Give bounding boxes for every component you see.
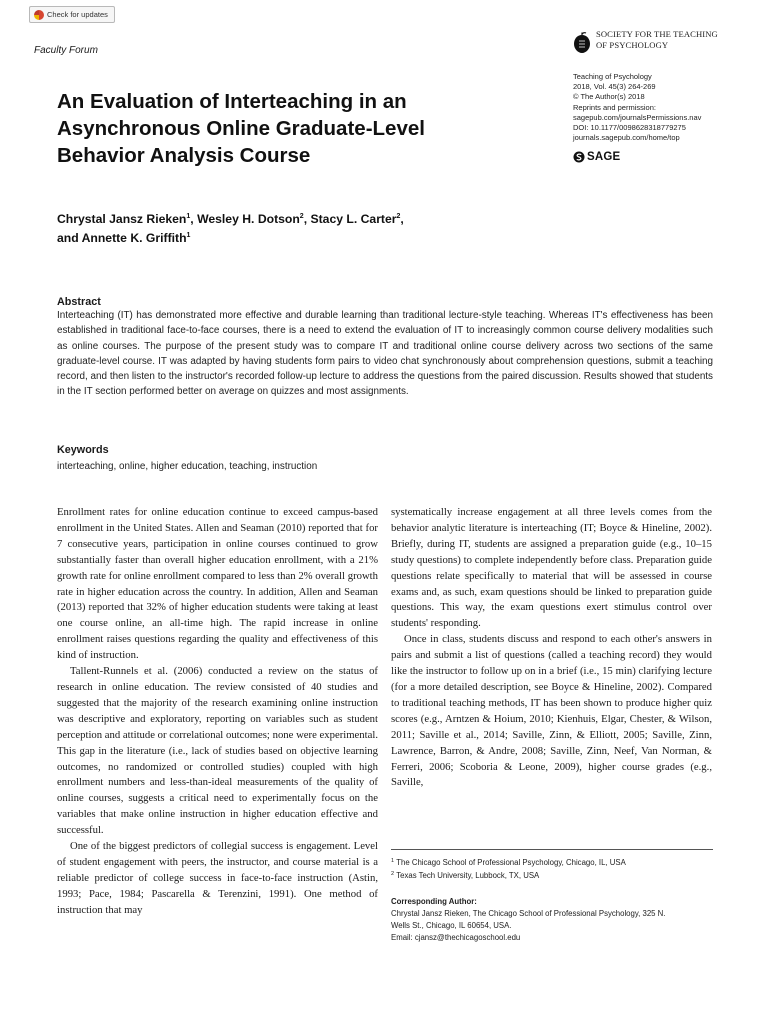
author-separator: , [303, 212, 311, 226]
title-line: Asynchronous Online Graduate-Level [57, 117, 425, 140]
corresponding-author [391, 896, 721, 944]
society-emblem-icon [573, 32, 591, 54]
corresponding-author-email[interactable]: Email: cjansz@thechicagoschool.edu [391, 932, 521, 942]
author-affiliation-mark: 2 [396, 213, 401, 220]
corresponding-author-heading: Corresponding Author: [391, 897, 477, 906]
body-paragraph: Enrollment rates for online education continue to exceed campus-based enrollment in the United States. Allen and Seaman (2010) reported that for 7 consecutive years, participation in online courses continued to grow substantially faster than overall higher education enrollment, with a 21% growth rate for online enrollment compared to less than 2% overall growth rate in higher education across the country. In addition, Allen and Seaman (2013) reported that 32% of higher education students were taking at least one course online, an all-time high. The rapid increase in online enrollment raises questions regarding the quality and effectiveness of this kind of instruction. [57, 506, 378, 662]
footnote-mark: 2 [391, 871, 395, 877]
abstract-text: Interteaching (IT) has demonstrated more effective and durable learning than traditional lecture-style teaching. Whereas IT's effectiveness has been established in traditional face-to-face courses, there is a need to extend the evaluation of IT to increasingly common course delivery modalities such as online courses. The purpose of the present study was to compare IT and traditional online course delivery across two sections of the same graduate-level course. IT was adapted by having students form pairs to video chat synchronously about comprehension questions, submit a teaching record, and then listen to the instructor's recorded follow-up lecture to address the questions from the paired discussion. Results showed that students in the IT section performed better on average on quizzes and most assignments. [57, 310, 713, 398]
section-label: Faculty Forum [34, 45, 98, 56]
author-list [57, 210, 527, 248]
author-name: Chrystal Jansz Rieken [57, 212, 187, 226]
keywords-text: interteaching, online, higher education, teaching, instruction [57, 461, 318, 472]
footnote-text: Texas Tech University, Lubbock, TX, USA [396, 871, 540, 880]
article-title [57, 88, 527, 169]
footnote-divider [391, 849, 713, 850]
check-for-updates-label: Check for updates [47, 10, 108, 19]
copyright-line: © The Author(s) 2018 [573, 92, 645, 102]
author-affiliation-mark: 1 [186, 232, 191, 239]
sage-mark-icon [573, 151, 585, 163]
journal-volume: 2018, Vol. 45(3) 264-269 [573, 82, 656, 92]
body-paragraph: systematically increase engagement at all three levels comes from the behavior analytic literature is interteaching (IT; Boyce & Hineline, 2002). Briefly, during IT, students are assigned a preparation guide (e.g., 10–15 study questions) to complete independently before class. Preparation guide questions relate specifically to material that will be assessed in course exams and, as such, exam questions should be linked to preparation guide questions. This way, the exam questions exert stimulus control over students' responding. [391, 506, 712, 630]
title-line: Behavior Analysis Course [57, 144, 311, 167]
body-paragraph: Tallent-Runnels et al. (2006) conducted a review on the status of research in online education. The review consisted of 40 studies and suggested that the majority of the research examining online instruction was descriptive and exploratory, reporting on variables such as student perception and attitude or correlational outcomes; none were experimental. This gap in the literature (i.e., lack of studies based on objective learning outcomes, no randomized or controlled studies) coupled with high enrollment numbers and less-than-ideal measurements of the quality of online courses, suggests a critical need to experimentally focus on the variables that make online instruction in higher education effective and successful. [57, 665, 378, 837]
author-affiliation-mark: 2 [299, 213, 304, 220]
journal-info [573, 72, 701, 143]
title-line: An Evaluation of Interteaching in an [57, 90, 407, 113]
society-logo [573, 29, 723, 63]
journal-home-link[interactable]: journals.sagepub.com/home/top [573, 133, 680, 143]
body-paragraph: Once in class, students discuss and respond to each other's answers in pairs and submit a list of questions (called a teaching record) they would like the instructor to follow up on in a brief (i.e., 15 min) clarifying lecture (for a more detailed description, see Boyce & Hineline, 2002). Compared to traditional teaching methods, IT has been shown to produce higher quiz scores (e.g., Arntzen & Hoium, 2010; Kienhuis, Elgar, Chester, & Wilson, 2011; Saville et al., 2014; Saville, Zinn, & Elliott, 2005; Saville, Zinn, Lawrence, Barron, & Andre, 2008; Saville, Zinn, Neef, Van Norman, & Ferreri, 2006; Scoboria & Leone, 2009), higher course grades (e.g., Saville, [391, 633, 712, 789]
author-name: Stacy L. Carter [310, 212, 397, 226]
abstract-heading: Abstract [57, 296, 101, 308]
corresponding-author-line: Wells St., Chicago, IL 60654, USA. [391, 920, 512, 930]
author-affiliation-mark: 1 [186, 213, 191, 220]
author-separator: , [190, 212, 198, 226]
footnote [391, 856, 713, 869]
body-column-right [391, 505, 712, 791]
doi-link[interactable]: DOI: 10.1177/0098628318779275 [573, 123, 686, 133]
reprints-label: Reprints and permission: [573, 102, 656, 112]
publisher-name: SAGE [587, 151, 621, 163]
journal-name: Teaching of Psychology [573, 72, 652, 81]
society-name-line-2: OF PSYCHOLOGY [596, 40, 669, 50]
keywords-heading: Keywords [57, 444, 109, 456]
permissions-link[interactable]: sagepub.com/journalsPermissions.nav [573, 112, 702, 122]
footnote-text: The Chicago School of Professional Psychology, Chicago, IL, USA [396, 858, 626, 867]
check-for-updates-button[interactable] [29, 6, 115, 23]
footnote-mark: 1 [391, 858, 395, 864]
publisher-logo [573, 151, 620, 163]
author-name: and Annette K. Griffith [57, 231, 187, 245]
society-name-line-1: SOCIETY FOR THE TEACHING [596, 29, 718, 39]
crossmark-icon [34, 10, 44, 20]
author-separator: , [400, 212, 404, 226]
footnote [391, 869, 713, 882]
affiliation-footnotes [391, 856, 713, 882]
body-column-left [57, 505, 378, 919]
author-name: Wesley H. Dotson [197, 212, 300, 226]
body-paragraph: One of the biggest predictors of collegial success is engagement. Level of student engagement with peers, the instructor, and course material is a reliable predictor of college success in face-to-face instruction (Astin, 1993; Pace, 1984; Pascarella & Terenzini, 1991). One method of instruction that may [57, 840, 378, 916]
corresponding-author-line: Chrystal Jansz Rieken, The Chicago School of Professional Psychology, 325 N. [391, 908, 666, 918]
